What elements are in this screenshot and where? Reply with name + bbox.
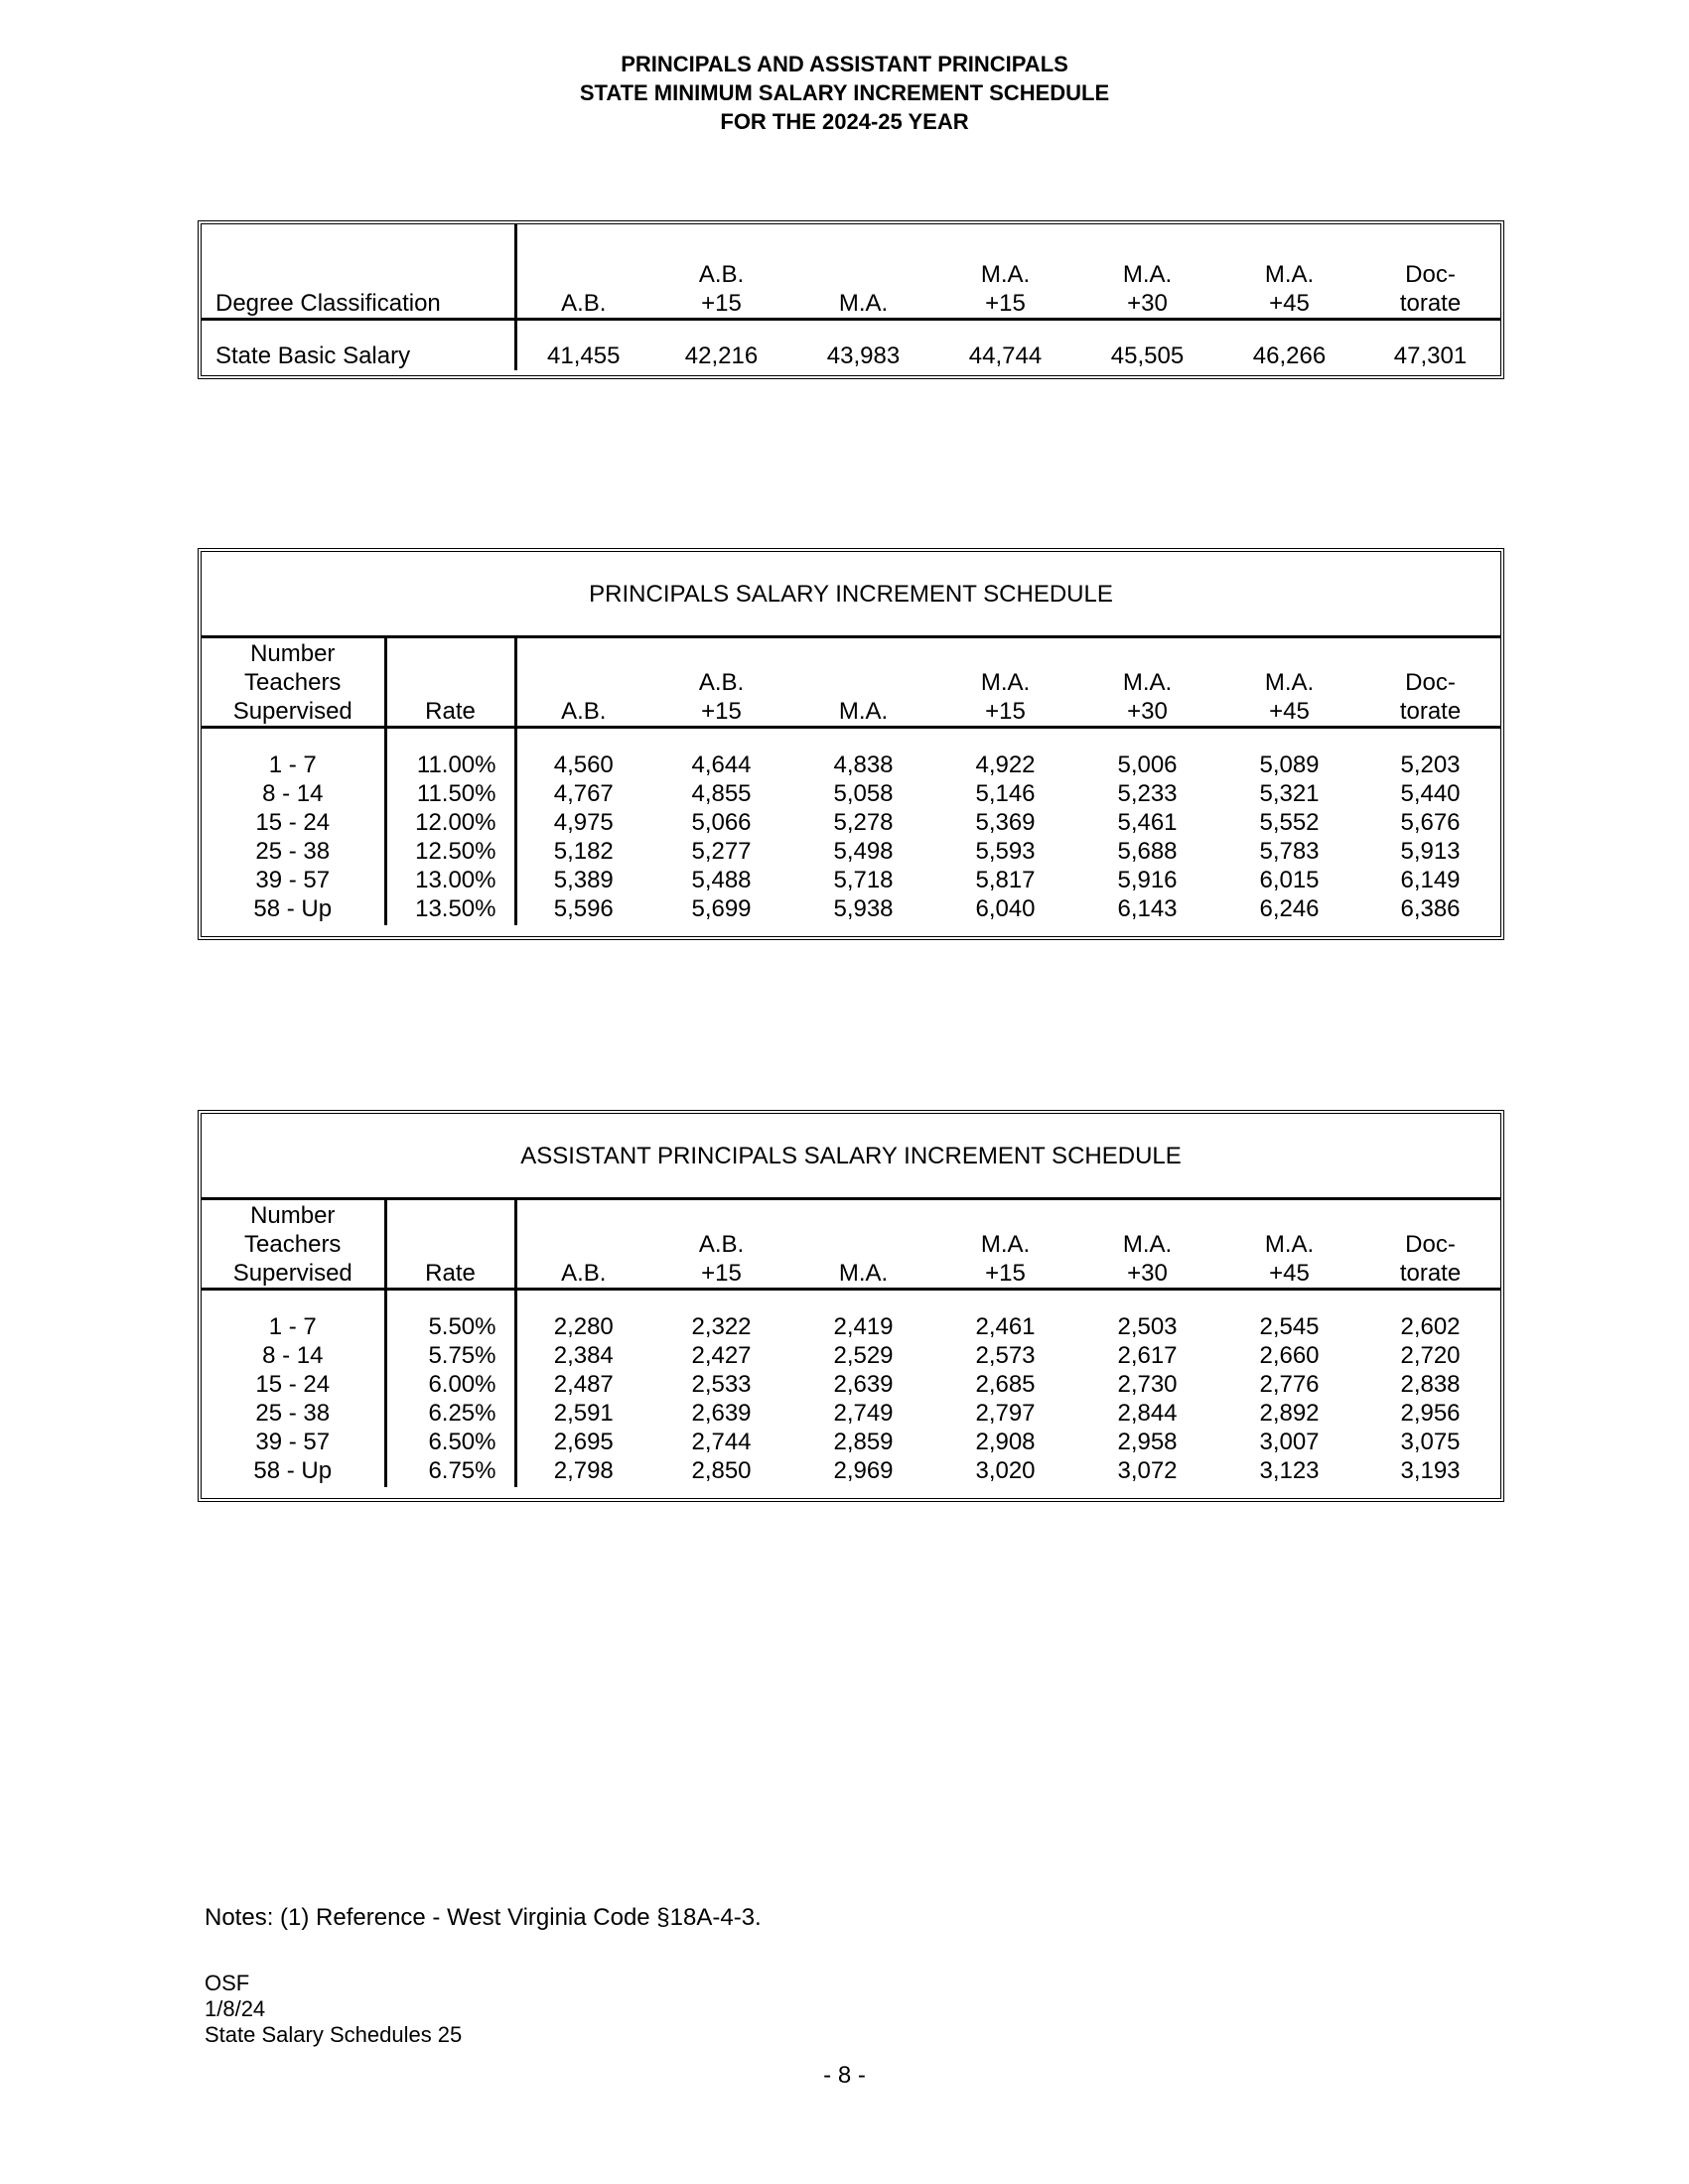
teachers-supervised-range: 25 - 38 xyxy=(202,1399,385,1428)
degree-col-header: M.A. xyxy=(792,1199,934,1290)
increment-amount: 2,384 xyxy=(553,1342,614,1369)
title-line-1: PRINCIPALS AND ASSISTANT PRINCIPALS xyxy=(621,52,1068,76)
increment-amount: 2,850 xyxy=(691,1457,752,1484)
increment-rate: 6.50% xyxy=(385,1428,515,1456)
basic-salary-value: 47,301 xyxy=(1393,342,1468,369)
increment-amount: 5,369 xyxy=(975,809,1036,836)
increment-amount: 2,427 xyxy=(691,1342,752,1369)
increment-amount: 2,720 xyxy=(1400,1342,1461,1369)
increment-amount: 5,006 xyxy=(1117,751,1178,778)
assistants-caption: ASSISTANT PRINCIPALS SALARY INCREMENT SCHEDULE xyxy=(202,1114,1500,1199)
increment-amount: 5,203 xyxy=(1400,751,1461,778)
table-row xyxy=(202,1341,1500,1370)
increment-amount: 2,797 xyxy=(975,1400,1036,1427)
increment-amount: 2,639 xyxy=(691,1400,752,1427)
increment-amount: 2,639 xyxy=(833,1371,894,1398)
increment-amount: 6,246 xyxy=(1259,895,1320,922)
table-row xyxy=(202,1428,1500,1456)
increment-rate: 11.00% xyxy=(385,751,515,779)
increment-amount: 2,487 xyxy=(553,1371,614,1398)
basic-col-header: A.B. +15 xyxy=(650,224,792,320)
increment-amount: 5,593 xyxy=(975,838,1036,865)
basic-salary-label: State Basic Salary xyxy=(202,320,515,371)
increment-amount: 4,644 xyxy=(691,751,752,778)
teachers-supervised-header: Number Teachers Supervised xyxy=(202,1199,385,1290)
increment-amount: 5,916 xyxy=(1117,867,1178,893)
increment-amount: 3,123 xyxy=(1259,1457,1320,1484)
principals-header-row xyxy=(202,637,1500,728)
rate-header: Rate xyxy=(385,1199,515,1290)
assistant-principals-increment-table xyxy=(198,1110,1504,1502)
basic-col-header: M.A. +30 xyxy=(1076,224,1218,320)
increment-rate: 12.50% xyxy=(385,837,515,866)
table-row xyxy=(202,866,1500,894)
increment-amount: 5,389 xyxy=(553,867,614,893)
increment-amount: 2,844 xyxy=(1117,1400,1178,1427)
increment-amount: 2,591 xyxy=(553,1400,614,1427)
increment-amount: 2,685 xyxy=(975,1371,1036,1398)
teachers-supervised-range: 39 - 57 xyxy=(202,1428,385,1456)
basic-salary-value: 42,216 xyxy=(684,342,759,369)
degree-col-header: A.B. xyxy=(515,637,650,728)
principals-increment-table xyxy=(198,548,1504,940)
increment-amount: 2,461 xyxy=(975,1313,1036,1340)
increment-amount: 6,040 xyxy=(975,895,1036,922)
increment-amount: 5,552 xyxy=(1259,809,1320,836)
table-row xyxy=(202,779,1500,808)
degree-col-header: Doc- torate xyxy=(1360,1199,1500,1290)
increment-amount: 2,322 xyxy=(691,1313,752,1340)
table-row xyxy=(202,837,1500,866)
degree-col-header: M.A. +45 xyxy=(1218,1199,1360,1290)
increment-amount: 6,386 xyxy=(1400,895,1461,922)
increment-rate: 13.00% xyxy=(385,866,515,894)
increment-amount: 4,922 xyxy=(975,751,1036,778)
basic-col-header: M.A. +45 xyxy=(1218,224,1360,320)
increment-amount: 5,688 xyxy=(1117,838,1178,865)
table-row xyxy=(202,894,1500,925)
increment-amount: 5,058 xyxy=(833,780,894,807)
increment-amount: 2,908 xyxy=(975,1429,1036,1455)
increment-amount: 6,143 xyxy=(1117,895,1178,922)
table-row xyxy=(202,1370,1500,1399)
table-row xyxy=(202,1399,1500,1428)
increment-amount: 3,075 xyxy=(1400,1429,1461,1455)
increment-amount: 2,660 xyxy=(1259,1342,1320,1369)
increment-amount: 2,695 xyxy=(553,1429,614,1455)
increment-amount: 5,278 xyxy=(833,809,894,836)
basic-col-header: M.A. +15 xyxy=(934,224,1076,320)
table-row xyxy=(202,751,1500,779)
increment-amount: 5,498 xyxy=(833,838,894,865)
basic-salary-row xyxy=(202,320,1500,371)
increment-amount: 2,749 xyxy=(833,1400,894,1427)
teachers-supervised-range: 39 - 57 xyxy=(202,866,385,894)
increment-amount: 5,277 xyxy=(691,838,752,865)
increment-amount: 5,488 xyxy=(691,867,752,893)
increment-amount: 5,699 xyxy=(691,895,752,922)
increment-amount: 5,146 xyxy=(975,780,1036,807)
increment-amount: 2,533 xyxy=(691,1371,752,1398)
increment-amount: 5,718 xyxy=(833,867,894,893)
page-number: - 8 - xyxy=(823,2062,866,2089)
increment-amount: 5,089 xyxy=(1259,751,1320,778)
increment-amount: 2,744 xyxy=(691,1429,752,1455)
teachers-supervised-range: 8 - 14 xyxy=(202,779,385,808)
degree-col-header: M.A. xyxy=(792,637,934,728)
increment-amount: 3,193 xyxy=(1400,1457,1461,1484)
increment-amount: 5,817 xyxy=(975,867,1036,893)
increment-rate: 12.00% xyxy=(385,808,515,837)
increment-amount: 2,280 xyxy=(553,1313,614,1340)
increment-amount: 5,913 xyxy=(1400,838,1461,865)
increment-amount: 3,072 xyxy=(1117,1457,1178,1484)
increment-amount: 2,419 xyxy=(833,1313,894,1340)
increment-rate: 5.75% xyxy=(385,1341,515,1370)
increment-amount: 5,182 xyxy=(553,838,614,865)
basic-salary-value: 43,983 xyxy=(826,342,901,369)
increment-amount: 5,461 xyxy=(1117,809,1178,836)
increment-amount: 5,938 xyxy=(833,895,894,922)
notes: Notes: (1) Reference - West Virginia Code §18A-4-3. xyxy=(205,1904,762,1931)
increment-amount: 3,020 xyxy=(975,1457,1036,1484)
increment-amount: 4,767 xyxy=(553,780,614,807)
degree-col-header: M.A. +15 xyxy=(934,1199,1076,1290)
table-row xyxy=(202,1456,1500,1487)
degree-col-header: Doc- torate xyxy=(1360,637,1500,728)
degree-classification-label: Degree Classification xyxy=(202,224,515,320)
increment-amount: 5,783 xyxy=(1259,838,1320,865)
basic-salary-value: 41,455 xyxy=(547,342,621,369)
increment-amount: 6,149 xyxy=(1400,867,1461,893)
increment-amount: 5,596 xyxy=(553,895,614,922)
increment-amount: 4,560 xyxy=(553,751,614,778)
increment-amount: 2,503 xyxy=(1117,1313,1178,1340)
degree-col-header: M.A. +30 xyxy=(1076,637,1218,728)
teachers-supervised-range: 15 - 24 xyxy=(202,1370,385,1399)
basic-salary-value: 46,266 xyxy=(1252,342,1327,369)
degree-col-header: A.B. +15 xyxy=(650,637,792,728)
increment-rate: 5.50% xyxy=(385,1312,515,1341)
increment-amount: 2,956 xyxy=(1400,1400,1461,1427)
increment-amount: 2,969 xyxy=(833,1457,894,1484)
footer-file: State Salary Schedules 25 xyxy=(205,2022,463,2047)
increment-amount: 3,007 xyxy=(1259,1429,1320,1455)
degree-col-header: A.B. +15 xyxy=(650,1199,792,1290)
increment-amount: 2,617 xyxy=(1117,1342,1178,1369)
teachers-supervised-range: 25 - 38 xyxy=(202,837,385,866)
teachers-supervised-range: 1 - 7 xyxy=(202,751,385,779)
title-line-3: FOR THE 2024-25 YEAR xyxy=(720,109,969,134)
footer-date: 1/8/24 xyxy=(205,1996,266,2021)
increment-amount: 5,321 xyxy=(1259,780,1320,807)
table-row xyxy=(202,1312,1500,1341)
assistants-header-row xyxy=(202,1199,1500,1290)
increment-rate: 11.50% xyxy=(385,779,515,808)
increment-amount: 2,859 xyxy=(833,1429,894,1455)
degree-col-header: M.A. +45 xyxy=(1218,637,1360,728)
increment-amount: 2,730 xyxy=(1117,1371,1178,1398)
document-title xyxy=(0,50,1689,136)
increment-amount: 4,855 xyxy=(691,780,752,807)
increment-amount: 5,440 xyxy=(1400,780,1461,807)
basic-col-header: A.B. xyxy=(515,224,650,320)
increment-amount: 4,838 xyxy=(833,751,894,778)
increment-amount: 2,958 xyxy=(1117,1429,1178,1455)
degree-col-header: M.A. +15 xyxy=(934,637,1076,728)
basic-header-row xyxy=(202,224,1500,320)
increment-amount: 6,015 xyxy=(1259,867,1320,893)
basic-salary-table xyxy=(198,220,1504,379)
basic-salary-value: 44,744 xyxy=(968,342,1043,369)
increment-amount: 2,573 xyxy=(975,1342,1036,1369)
increment-amount: 2,892 xyxy=(1259,1400,1320,1427)
increment-amount: 2,798 xyxy=(553,1457,614,1484)
increment-amount: 2,602 xyxy=(1400,1313,1461,1340)
teachers-supervised-header: Number Teachers Supervised xyxy=(202,637,385,728)
teachers-supervised-range: 58 - Up xyxy=(202,894,385,925)
basic-col-header: Doc- torate xyxy=(1360,224,1500,320)
increment-amount: 2,838 xyxy=(1400,1371,1461,1398)
teachers-supervised-range: 15 - 24 xyxy=(202,808,385,837)
teachers-supervised-range: 1 - 7 xyxy=(202,1312,385,1341)
table-row xyxy=(202,808,1500,837)
footer-org: OSF xyxy=(205,1971,250,1995)
increment-rate: 6.00% xyxy=(385,1370,515,1399)
increment-rate: 6.25% xyxy=(385,1399,515,1428)
increment-amount: 4,975 xyxy=(553,809,614,836)
increment-rate: 6.75% xyxy=(385,1456,515,1487)
increment-amount: 2,545 xyxy=(1259,1313,1320,1340)
increment-amount: 2,776 xyxy=(1259,1371,1320,1398)
increment-amount: 2,529 xyxy=(833,1342,894,1369)
increment-amount: 5,676 xyxy=(1400,809,1461,836)
increment-rate: 13.50% xyxy=(385,894,515,925)
basic-salary-value: 45,505 xyxy=(1110,342,1185,369)
teachers-supervised-range: 8 - 14 xyxy=(202,1341,385,1370)
teachers-supervised-range: 58 - Up xyxy=(202,1456,385,1487)
principals-caption: PRINCIPALS SALARY INCREMENT SCHEDULE xyxy=(202,552,1500,637)
increment-amount: 5,233 xyxy=(1117,780,1178,807)
degree-col-header: M.A. +30 xyxy=(1076,1199,1218,1290)
degree-col-header: A.B. xyxy=(515,1199,650,1290)
basic-col-header: M.A. xyxy=(792,224,934,320)
increment-amount: 5,066 xyxy=(691,809,752,836)
title-line-2: STATE MINIMUM SALARY INCREMENT SCHEDULE xyxy=(579,80,1110,105)
rate-header: Rate xyxy=(385,637,515,728)
